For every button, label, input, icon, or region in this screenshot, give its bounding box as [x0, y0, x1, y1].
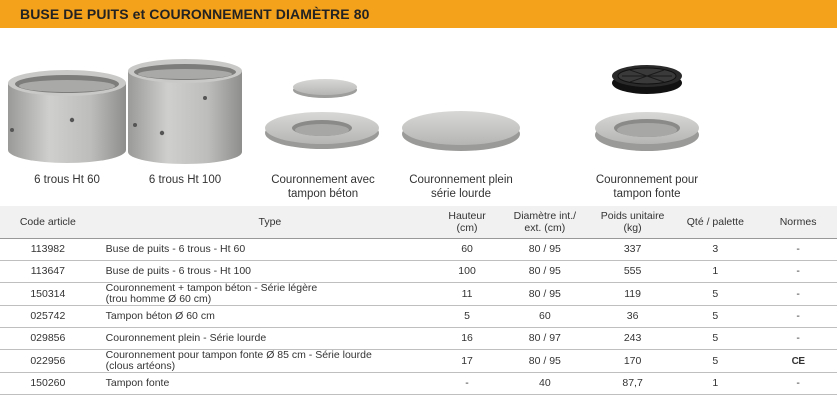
cell-poids: 337	[594, 239, 672, 261]
cell-type-line: Couronnement pour tampon fonte Ø 85 cm - Série lourde	[105, 349, 372, 361]
header-diametre	[496, 206, 594, 239]
cell-type-line: Buse de puits - 6 trous - Ht 60	[105, 243, 246, 255]
cell-code: 113982	[0, 239, 96, 261]
header-poids	[594, 206, 672, 239]
buse-ht100-image	[128, 59, 242, 164]
cell-type-line: Couronnement + tampon béton - Série légère	[105, 282, 318, 294]
cell-type	[96, 306, 438, 328]
header-diametre-line2: ext. (cm)	[524, 222, 566, 234]
caption-line: tampon fonte	[613, 188, 681, 200]
cell-type-line: (trou homme Ø 60 cm)	[105, 293, 212, 305]
cell-diametre: 80 / 95	[496, 261, 594, 283]
table-row	[0, 239, 837, 261]
cell-hauteur: 5	[438, 306, 496, 328]
cell-hauteur: 16	[438, 328, 496, 350]
table-row	[0, 283, 837, 306]
caption-couronnement-tampon-beton	[258, 173, 388, 201]
cell-normes: -	[759, 306, 837, 328]
cell-poids: 555	[594, 261, 672, 283]
cell-qte: 5	[671, 283, 759, 306]
header-hauteur-line1: Hauteur	[448, 210, 486, 222]
cell-poids: 36	[594, 306, 672, 328]
header-hauteur-line2: (cm)	[456, 222, 478, 234]
couronnement-tampon-fonte-image	[595, 65, 699, 151]
header-qte: Qté / palette	[686, 216, 744, 228]
cell-type	[96, 350, 438, 373]
buse-ht60-image	[8, 70, 126, 163]
caption-line: tampon béton	[287, 188, 359, 200]
couronnement-plein-image	[402, 111, 520, 151]
table-row	[0, 328, 837, 350]
cell-diametre: 60	[496, 306, 594, 328]
cell-qte: 5	[671, 328, 759, 350]
cell-hauteur: 11	[438, 283, 496, 306]
cell-qte: 5	[671, 306, 759, 328]
cell-type	[96, 261, 438, 283]
header-hauteur	[438, 206, 496, 239]
table-header-row	[0, 206, 837, 239]
cell-type-line: Buse de puits - 6 trous - Ht 100	[105, 265, 251, 277]
caption-line: Couronnement pour	[595, 174, 699, 186]
title-bar	[0, 0, 837, 28]
cell-poids: 87,7	[594, 373, 672, 395]
caption-couronnement-plein	[396, 173, 526, 201]
caption-buse-ht100	[128, 173, 242, 187]
cell-normes: -	[759, 239, 837, 261]
cell-qte: 3	[671, 239, 759, 261]
couronnement-tampon-beton-image	[265, 79, 379, 149]
cell-type-line: Tampon fonte	[105, 377, 170, 389]
cell-type-line: (clous artéons)	[105, 360, 176, 372]
cell-type-line: Tampon béton Ø 60 cm	[105, 310, 215, 322]
table-row	[0, 373, 837, 395]
cell-diametre: 80 / 95	[496, 283, 594, 306]
cell-hauteur: 17	[438, 350, 496, 373]
caption-line: 6 trous Ht 100	[148, 174, 222, 186]
cell-qte: 1	[671, 373, 759, 395]
page-title: BUSE DE PUITS et COURONNEMENT DIAMÈTRE 80	[20, 6, 370, 22]
cell-hauteur: 60	[438, 239, 496, 261]
cell-normes: -	[759, 283, 837, 306]
caption-line: Couronnement avec	[271, 174, 375, 186]
cell-hauteur: 100	[438, 261, 496, 283]
cell-poids: 170	[594, 350, 672, 373]
caption-buse-ht60	[8, 173, 126, 187]
cell-type	[96, 328, 438, 350]
cell-poids: 119	[594, 283, 672, 306]
cell-code: 113647	[0, 261, 96, 283]
cell-qte: 5	[671, 350, 759, 373]
cell-code: 025742	[0, 306, 96, 328]
cell-normes: -	[759, 328, 837, 350]
cell-code: 029856	[0, 328, 96, 350]
cell-type	[96, 239, 438, 261]
cell-type-line: Couronnement plein - Série lourde	[105, 332, 267, 344]
cell-poids: 243	[594, 328, 672, 350]
product-table	[0, 206, 837, 395]
table-row	[0, 261, 837, 283]
caption-line: série lourde	[430, 188, 492, 200]
cell-hauteur: -	[438, 373, 496, 395]
caption-line: Couronnement plein	[409, 174, 513, 186]
cell-type	[96, 373, 438, 395]
caption-couronnement-tampon-fonte	[582, 173, 712, 201]
header-diametre-line1: Diamètre int./	[513, 210, 577, 222]
table-row	[0, 350, 837, 373]
cell-diametre: 80 / 95	[496, 350, 594, 373]
cell-code: 150314	[0, 283, 96, 306]
cell-diametre: 80 / 95	[496, 239, 594, 261]
cell-code: 150260	[0, 373, 96, 395]
header-code: Code article	[19, 216, 76, 228]
header-poids-line1: Poids unitaire	[600, 210, 665, 222]
cell-diametre: 80 / 97	[496, 328, 594, 350]
cell-type	[96, 283, 438, 306]
cell-code: 022956	[0, 350, 96, 373]
header-type: Type	[258, 216, 282, 228]
header-normes: Normes	[779, 216, 817, 228]
table-row	[0, 306, 837, 328]
cell-normes: -	[759, 261, 837, 283]
cell-diametre: 40	[496, 373, 594, 395]
header-poids-line2: (kg)	[623, 222, 642, 234]
cell-normes: -	[759, 373, 837, 395]
ce-mark: CE	[759, 350, 837, 373]
cell-qte: 1	[671, 261, 759, 283]
product-gallery	[0, 28, 837, 206]
caption-line: 6 trous Ht 60	[34, 174, 100, 186]
